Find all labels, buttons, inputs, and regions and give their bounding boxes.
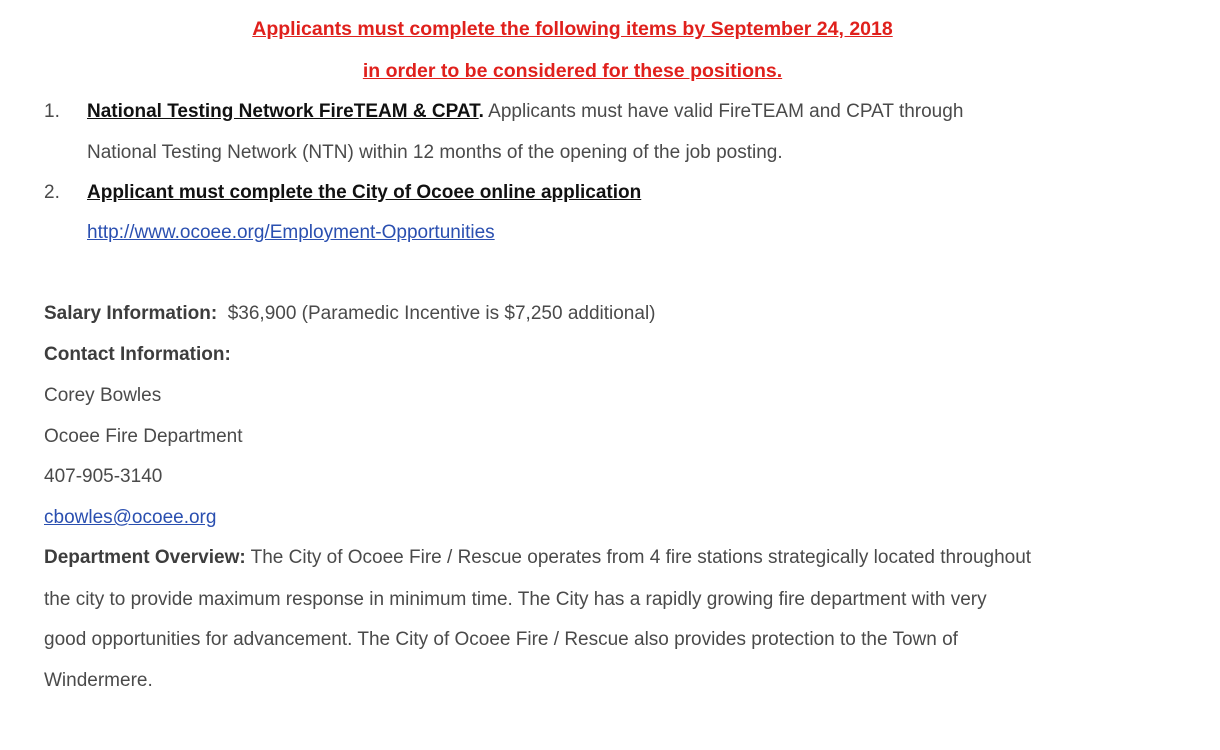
- requirement-1-title-period: .: [478, 101, 484, 122]
- department-overview-line-4: Windermere.: [44, 670, 153, 691]
- requirement-1-line-1: [87, 101, 963, 123]
- contact-department: Ocoee Fire Department: [44, 426, 243, 447]
- requirement-1-text: Applicants must have valid FireTEAM and CPAT through: [483, 101, 964, 122]
- requirement-1-line-2: National Testing Network (NTN) within 12 months of the opening of the job posting.: [87, 142, 783, 163]
- salary-value: $36,900 (Paramedic Incentive is $7,250 additional): [227, 303, 656, 324]
- deadline-notice-line-2: in order to be considered for these positions.: [362, 60, 783, 82]
- salary-label: Salary Information:: [44, 303, 218, 324]
- department-overview-line-2: the city to provide maximum response in minimum time. The City has a rapidly growing fire department with very: [44, 589, 987, 610]
- contact-email[interactable]: cbowles@ocoee.org: [44, 507, 217, 528]
- department-overview-line-1: [44, 547, 1031, 569]
- requirement-2-title-text: Applicant must complete the City of Ocoee online application: [87, 182, 642, 203]
- department-overview-text-1: The City of Ocoee Fire / Rescue operates from 4 fire stations strategically located throughout: [245, 547, 1032, 568]
- contact-phone: 407-905-3140: [44, 466, 163, 487]
- salary-information: [44, 303, 656, 325]
- requirement-1-title: National Testing Network FireTEAM & CPAT: [87, 101, 479, 122]
- requirement-number-2: 2.: [44, 182, 60, 203]
- requirement-2-title: [87, 182, 641, 204]
- contact-name: Corey Bowles: [44, 385, 162, 406]
- contact-email-link[interactable]: [44, 507, 216, 529]
- employment-opportunities-link[interactable]: [87, 222, 495, 244]
- deadline-notice-line-1: Applicants must complete the following items by September 24, 2018: [252, 18, 893, 40]
- department-overview-label: Department Overview:: [44, 547, 246, 568]
- employment-opportunities-link-text[interactable]: http://www.ocoee.org/Employment-Opportunities: [87, 222, 495, 243]
- department-overview-line-3: good opportunities for advancement. The City of Ocoee Fire / Rescue also provides protection to the Town of: [44, 629, 958, 650]
- requirement-number-1: 1.: [44, 101, 60, 122]
- contact-information-label: Contact Information:: [44, 344, 231, 365]
